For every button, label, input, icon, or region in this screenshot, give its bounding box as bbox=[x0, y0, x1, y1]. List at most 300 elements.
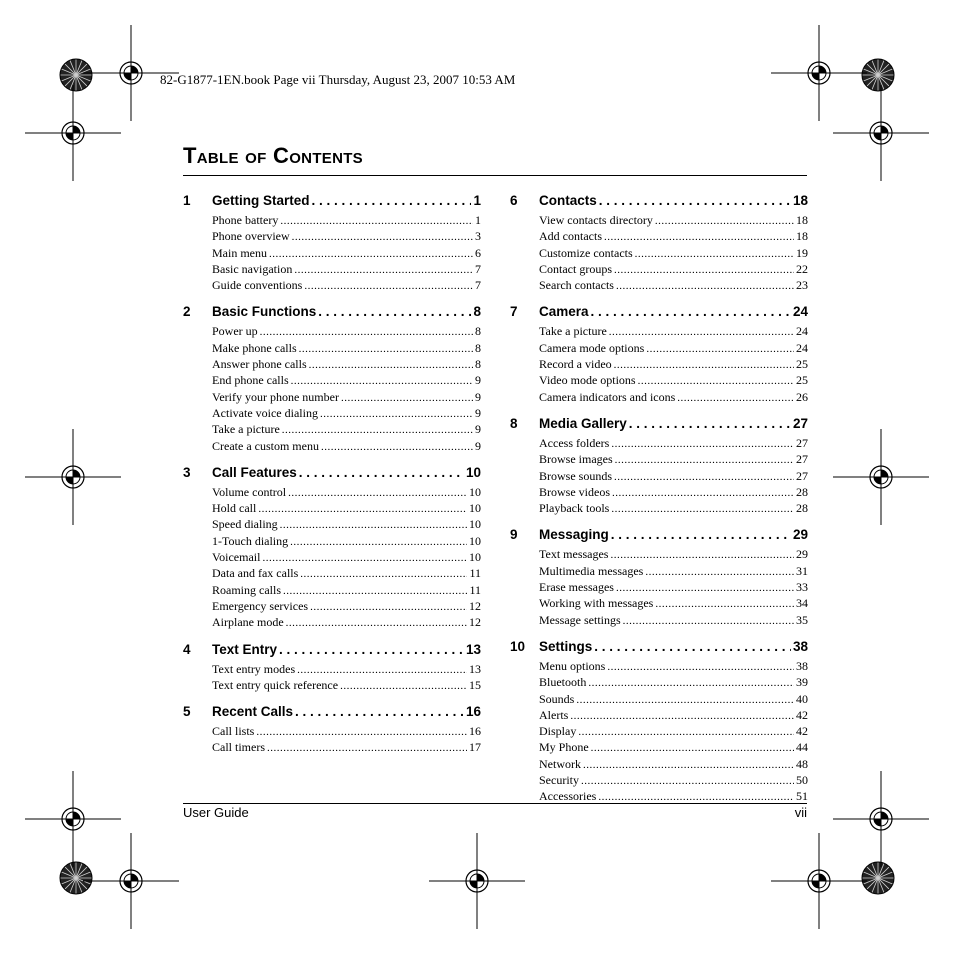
toc-entry[interactable] bbox=[539, 756, 808, 772]
dot-leader bbox=[581, 773, 794, 789]
chapter-page-number: 1 bbox=[473, 193, 481, 208]
toc-chapter-heading[interactable] bbox=[183, 701, 481, 723]
toc-entry[interactable] bbox=[212, 212, 481, 228]
chapter-number: 10 bbox=[510, 638, 526, 654]
entry-title: Verify your phone number bbox=[212, 389, 339, 404]
chapter-number: 7 bbox=[510, 304, 518, 320]
dot-leader bbox=[267, 740, 467, 756]
registration-mark-middle-left bbox=[25, 429, 121, 525]
dot-leader bbox=[269, 246, 473, 262]
page-title: Table of Contents bbox=[183, 143, 363, 168]
toc-chapter bbox=[510, 413, 808, 516]
toc-entry[interactable] bbox=[539, 772, 808, 788]
entry-title: Security bbox=[539, 773, 579, 788]
entry-page-number: 29 bbox=[796, 547, 808, 562]
entry-page-number: 15 bbox=[469, 677, 481, 692]
registration-mark-lower-left bbox=[25, 771, 121, 867]
entry-title: Hold call bbox=[212, 501, 257, 516]
entry-page-number: 31 bbox=[796, 563, 808, 578]
chapter-page-number: 10 bbox=[465, 464, 481, 480]
chapter-number: 3 bbox=[183, 464, 191, 480]
dot-leader bbox=[588, 675, 794, 691]
entry-page-number: 28 bbox=[796, 484, 808, 499]
registration-mark-bottom-center bbox=[429, 833, 525, 929]
color-wheel-top-left bbox=[60, 59, 92, 91]
entry-title: Working with messages bbox=[539, 596, 654, 611]
toc-entry[interactable] bbox=[539, 389, 808, 405]
entry-title: Browse videos bbox=[539, 484, 610, 499]
dot-leader bbox=[260, 324, 473, 340]
toc-chapter bbox=[183, 639, 481, 694]
dot-leader bbox=[297, 662, 467, 678]
entry-title: 1-Touch dialing bbox=[212, 533, 289, 548]
entry-title: Basic navigation bbox=[212, 261, 293, 276]
toc-chapter-heading[interactable] bbox=[183, 190, 481, 212]
print-header-meta: 82-G1877-1EN.book Page vii Thursday, August 23, 2007 10:53 AM bbox=[160, 72, 516, 87]
dot-leader bbox=[614, 469, 794, 485]
entry-page-number: 28 bbox=[796, 501, 808, 516]
toc-entry[interactable] bbox=[212, 739, 481, 755]
toc-entry[interactable] bbox=[212, 484, 481, 500]
entry-title: Emergency services bbox=[212, 598, 309, 613]
chapter-number: 2 bbox=[183, 304, 191, 320]
dot-leader bbox=[340, 678, 467, 694]
toc-chapter bbox=[183, 190, 481, 293]
chapter-number: 6 bbox=[510, 193, 518, 208]
entry-page-number: 42 bbox=[796, 724, 808, 739]
dot-leader bbox=[615, 452, 794, 468]
chapter-page-number: 18 bbox=[792, 193, 808, 208]
registration-mark-lower-right bbox=[833, 771, 929, 867]
toc-entry[interactable] bbox=[539, 691, 808, 707]
toc-entry[interactable] bbox=[212, 582, 481, 598]
toc-entry[interactable] bbox=[539, 340, 808, 356]
entry-page-number: 24 bbox=[796, 340, 808, 355]
entry-title: Network bbox=[539, 756, 581, 771]
entry-page-number: 50 bbox=[796, 773, 808, 788]
dot-leader bbox=[677, 390, 794, 406]
toc-entry[interactable] bbox=[539, 707, 808, 723]
entry-title: Voicemail bbox=[212, 550, 261, 565]
toc-chapter bbox=[510, 524, 808, 627]
toc-entry[interactable] bbox=[539, 612, 808, 628]
dot-leader bbox=[591, 740, 794, 756]
toc-entry[interactable] bbox=[212, 421, 481, 437]
dot-leader bbox=[320, 406, 473, 422]
toc-entry[interactable] bbox=[212, 372, 481, 388]
dot-leader bbox=[258, 501, 467, 517]
dot-leader bbox=[655, 213, 794, 229]
toc-entry[interactable] bbox=[212, 549, 481, 565]
chapter-page-number: 29 bbox=[792, 527, 808, 543]
entry-title: Video mode options bbox=[539, 373, 636, 388]
toc-entry-list bbox=[539, 658, 808, 805]
toc-entry[interactable] bbox=[212, 598, 481, 614]
entry-title: Roaming calls bbox=[212, 582, 281, 597]
dot-leader bbox=[280, 517, 467, 533]
footer-guide-label: User Guide bbox=[183, 805, 249, 820]
dot-leader bbox=[583, 757, 794, 773]
toc-entry[interactable] bbox=[212, 228, 481, 244]
toc-entry[interactable] bbox=[539, 372, 808, 388]
dot-leader bbox=[576, 692, 794, 708]
entry-title: End phone calls bbox=[212, 373, 289, 388]
toc-chapter bbox=[183, 701, 481, 756]
toc-entry[interactable] bbox=[539, 468, 808, 484]
entry-title: Sounds bbox=[539, 691, 575, 706]
toc-chapter-heading[interactable] bbox=[510, 190, 808, 212]
entry-page-number: 9 bbox=[475, 438, 481, 453]
entry-title: Access folders bbox=[539, 435, 610, 450]
entry-page-number: 51 bbox=[796, 789, 808, 804]
entry-title: Guide conventions bbox=[212, 278, 303, 293]
dot-leader bbox=[310, 599, 467, 615]
chapter-title: Contacts bbox=[539, 193, 597, 208]
chapter-page-number: 16 bbox=[465, 704, 481, 720]
dot-leader bbox=[309, 357, 473, 373]
registration-mark-bottom-right bbox=[771, 833, 867, 929]
entry-title: Message settings bbox=[539, 612, 621, 627]
dot-leader bbox=[604, 229, 794, 245]
toc-chapter-heading[interactable] bbox=[183, 639, 481, 661]
registration-mark-top-right bbox=[771, 25, 867, 121]
toc-chapter-heading[interactable] bbox=[510, 636, 808, 658]
entry-title: My Phone bbox=[539, 740, 589, 755]
chapter-number: 5 bbox=[183, 704, 191, 720]
entry-title: Speed dialing bbox=[212, 517, 278, 532]
dot-leader bbox=[611, 501, 794, 517]
entry-title: Erase messages bbox=[539, 580, 614, 595]
toc-entry[interactable] bbox=[539, 563, 808, 579]
entry-title: Power up bbox=[212, 324, 258, 339]
dot-leader bbox=[638, 373, 794, 389]
entry-title: Add contacts bbox=[539, 229, 602, 244]
entry-title: Text entry modes bbox=[212, 661, 296, 676]
entry-title: Phone overview bbox=[212, 229, 290, 244]
dot-leader bbox=[610, 547, 794, 563]
toc-entry[interactable] bbox=[539, 277, 808, 293]
entry-page-number: 27 bbox=[796, 435, 808, 450]
chapter-title: Camera bbox=[539, 304, 589, 320]
toc-entry-list bbox=[212, 323, 481, 453]
entry-page-number: 23 bbox=[796, 278, 808, 293]
dot-leader bbox=[629, 413, 791, 435]
toc-entry[interactable] bbox=[539, 674, 808, 690]
entry-title: Contact groups bbox=[539, 261, 612, 276]
dot-leader bbox=[262, 550, 467, 566]
toc-entry[interactable] bbox=[539, 579, 808, 595]
footer-rule bbox=[183, 803, 807, 804]
entry-title: Record a video bbox=[539, 357, 612, 372]
chapter-title: Basic Functions bbox=[212, 304, 317, 320]
toc-entry-list bbox=[539, 546, 808, 627]
dot-leader bbox=[614, 357, 794, 373]
toc-column-left bbox=[183, 190, 481, 764]
toc-entry[interactable] bbox=[539, 546, 808, 562]
entry-title: Answer phone calls bbox=[212, 357, 307, 372]
dot-leader bbox=[591, 301, 791, 323]
entry-page-number: 3 bbox=[475, 229, 481, 244]
chapter-page-number: 38 bbox=[792, 638, 808, 654]
entry-title: Airplane mode bbox=[212, 615, 284, 630]
toc-entry[interactable] bbox=[212, 277, 481, 293]
toc-chapter-heading[interactable] bbox=[183, 301, 481, 323]
toc-chapter bbox=[510, 301, 808, 404]
entry-title: Volume control bbox=[212, 484, 287, 499]
toc-entry[interactable] bbox=[212, 677, 481, 693]
entry-page-number: 44 bbox=[796, 740, 808, 755]
toc-entry[interactable] bbox=[212, 389, 481, 405]
entry-page-number: 8 bbox=[475, 324, 481, 339]
entry-page-number: 25 bbox=[796, 357, 808, 372]
toc-chapter-heading[interactable] bbox=[510, 524, 808, 546]
entry-title: Customize contacts bbox=[539, 245, 633, 260]
entry-page-number: 27 bbox=[796, 468, 808, 483]
toc-chapter-heading[interactable] bbox=[510, 301, 808, 323]
toc-chapter bbox=[183, 301, 481, 453]
dot-leader bbox=[609, 324, 794, 340]
chapter-page-number: 27 bbox=[792, 415, 808, 431]
entry-title: View contacts directory bbox=[539, 213, 653, 227]
registration-mark-bottom-left bbox=[83, 833, 179, 929]
entry-title: Main menu bbox=[212, 245, 267, 260]
entry-page-number: 10 bbox=[469, 517, 481, 532]
entry-page-number: 10 bbox=[469, 501, 481, 516]
toc-entry[interactable] bbox=[212, 323, 481, 339]
toc-chapter-heading[interactable] bbox=[510, 413, 808, 435]
entry-title: Browse images bbox=[539, 452, 613, 467]
entry-title: Camera mode options bbox=[539, 340, 645, 355]
toc-entry-list bbox=[539, 323, 808, 404]
entry-title: Call timers bbox=[212, 740, 265, 755]
toc-entry[interactable] bbox=[539, 212, 808, 228]
toc-entry[interactable] bbox=[539, 723, 808, 739]
toc-entry[interactable] bbox=[539, 323, 808, 339]
dot-leader bbox=[635, 246, 794, 262]
toc-entry[interactable] bbox=[539, 245, 808, 261]
dot-leader bbox=[578, 724, 794, 740]
dot-leader bbox=[280, 213, 473, 229]
registration-mark-upper-right bbox=[833, 85, 929, 181]
toc-entry[interactable] bbox=[212, 661, 481, 677]
toc-chapter bbox=[510, 636, 808, 805]
dot-leader bbox=[291, 373, 473, 389]
entry-page-number: 1 bbox=[475, 213, 481, 227]
chapter-title: Messaging bbox=[539, 527, 609, 543]
entry-page-number: 11 bbox=[469, 566, 481, 581]
toc-entry-list bbox=[539, 435, 808, 516]
toc-chapter-heading[interactable] bbox=[183, 462, 481, 484]
entry-title: Browse sounds bbox=[539, 468, 613, 483]
toc-entry[interactable] bbox=[539, 739, 808, 755]
dot-leader bbox=[616, 580, 794, 596]
entry-page-number: 8 bbox=[475, 340, 481, 355]
chapter-number: 4 bbox=[183, 641, 191, 657]
entry-page-number: 17 bbox=[469, 740, 481, 755]
entry-page-number: 9 bbox=[475, 389, 481, 404]
entry-page-number: 9 bbox=[475, 422, 481, 437]
toc-entry[interactable] bbox=[539, 658, 808, 674]
entry-page-number: 7 bbox=[475, 278, 481, 293]
entry-title: Camera indicators and icons bbox=[539, 389, 676, 404]
toc-entry[interactable] bbox=[212, 614, 481, 630]
toc-entry[interactable] bbox=[212, 261, 481, 277]
dot-leader bbox=[283, 583, 467, 599]
dot-leader bbox=[614, 262, 794, 278]
toc-entry[interactable] bbox=[212, 533, 481, 549]
toc-entry-list bbox=[212, 723, 481, 756]
chapter-title: Call Features bbox=[212, 464, 297, 480]
entry-page-number: 7 bbox=[475, 261, 481, 276]
entry-page-number: 13 bbox=[469, 661, 481, 676]
toc-entry[interactable] bbox=[539, 356, 808, 372]
footer-page-number: vii bbox=[794, 805, 807, 820]
entry-title: Text entry quick reference bbox=[212, 677, 339, 692]
dot-leader bbox=[290, 534, 467, 550]
entry-page-number: 34 bbox=[796, 596, 808, 611]
entry-title: Create a custom menu bbox=[212, 438, 319, 453]
dot-leader bbox=[256, 724, 467, 740]
entry-title: Data and fax calls bbox=[212, 566, 299, 581]
entry-page-number: 6 bbox=[475, 245, 481, 260]
entry-page-number: 25 bbox=[796, 373, 808, 388]
entry-page-number: 16 bbox=[469, 724, 481, 739]
toc-entry[interactable] bbox=[212, 340, 481, 356]
chapter-number: 9 bbox=[510, 527, 518, 543]
entry-page-number: 11 bbox=[469, 582, 481, 597]
entry-title: Search contacts bbox=[539, 278, 614, 293]
entry-title: Take a picture bbox=[212, 422, 280, 437]
chapter-title: Text Entry bbox=[212, 641, 278, 657]
dot-leader bbox=[594, 636, 791, 658]
entry-title: Text messages bbox=[539, 547, 609, 562]
entry-page-number: 12 bbox=[469, 615, 481, 630]
toc-entry[interactable] bbox=[212, 516, 481, 532]
toc-chapter bbox=[183, 462, 481, 631]
dot-leader bbox=[611, 524, 791, 546]
entry-page-number: 10 bbox=[469, 533, 481, 548]
entry-page-number: 22 bbox=[796, 261, 808, 276]
entry-title: Accessories bbox=[539, 789, 597, 804]
toc-entry[interactable] bbox=[539, 500, 808, 516]
dot-leader bbox=[645, 564, 794, 580]
toc-entry[interactable] bbox=[539, 261, 808, 277]
dot-leader bbox=[570, 708, 794, 724]
color-wheel-bottom-left bbox=[60, 862, 92, 894]
chapter-title: Getting Started bbox=[212, 193, 310, 208]
dot-leader bbox=[299, 341, 473, 357]
toc-entry-list bbox=[212, 212, 481, 293]
toc-entry[interactable] bbox=[212, 723, 481, 739]
dot-leader bbox=[288, 485, 467, 501]
toc-entry[interactable] bbox=[212, 356, 481, 372]
toc-column-right bbox=[510, 190, 808, 813]
registration-mark-upper-left bbox=[25, 85, 121, 181]
entry-title: Phone battery bbox=[212, 213, 279, 227]
entry-page-number: 10 bbox=[469, 484, 481, 499]
dot-leader bbox=[607, 659, 794, 675]
toc-entry[interactable] bbox=[212, 500, 481, 516]
entry-page-number: 33 bbox=[796, 580, 808, 595]
toc-entry[interactable] bbox=[212, 405, 481, 421]
entry-page-number: 38 bbox=[796, 658, 808, 673]
title-rule bbox=[183, 175, 807, 176]
toc-entry[interactable] bbox=[539, 228, 808, 244]
entry-page-number: 42 bbox=[796, 707, 808, 722]
dot-leader bbox=[612, 485, 794, 501]
entry-page-number: 40 bbox=[796, 691, 808, 706]
toc-entry-list bbox=[212, 484, 481, 631]
dot-leader bbox=[279, 639, 464, 661]
dot-leader bbox=[312, 190, 472, 212]
dot-leader bbox=[286, 615, 467, 631]
entry-title: Bluetooth bbox=[539, 675, 587, 690]
dot-leader bbox=[318, 301, 471, 323]
toc-entry[interactable] bbox=[212, 245, 481, 261]
entry-title: Call lists bbox=[212, 724, 255, 739]
entry-page-number: 27 bbox=[796, 452, 808, 467]
entry-page-number: 19 bbox=[796, 245, 808, 260]
dot-leader bbox=[599, 190, 791, 212]
chapter-number: 8 bbox=[510, 415, 518, 431]
toc-entry[interactable] bbox=[212, 565, 481, 581]
entry-page-number: 10 bbox=[469, 550, 481, 565]
dot-leader bbox=[623, 613, 794, 629]
entry-page-number: 18 bbox=[796, 229, 808, 244]
entry-title: Menu options bbox=[539, 658, 606, 673]
chapter-number: 1 bbox=[183, 193, 191, 208]
color-wheel-top-right bbox=[862, 59, 894, 91]
entry-page-number: 8 bbox=[475, 357, 481, 372]
toc-entry-list bbox=[212, 661, 481, 694]
color-wheel-bottom-right bbox=[862, 862, 894, 894]
dot-leader bbox=[299, 462, 464, 484]
entry-page-number: 48 bbox=[796, 756, 808, 771]
entry-page-number: 39 bbox=[796, 675, 808, 690]
toc-entry[interactable] bbox=[539, 435, 808, 451]
dot-leader bbox=[655, 596, 794, 612]
toc-chapter bbox=[510, 190, 808, 293]
chapter-page-number: 24 bbox=[792, 304, 808, 320]
toc-entry[interactable] bbox=[539, 451, 808, 467]
entry-page-number: 9 bbox=[475, 405, 481, 420]
entry-page-number: 24 bbox=[796, 324, 808, 339]
dot-leader bbox=[646, 341, 794, 357]
entry-page-number: 12 bbox=[469, 598, 481, 613]
entry-page-number: 35 bbox=[796, 612, 808, 627]
chapter-title: Media Gallery bbox=[539, 415, 627, 431]
chapter-page-number: 13 bbox=[465, 641, 481, 657]
entry-title: Multimedia messages bbox=[539, 563, 644, 578]
dot-leader bbox=[341, 390, 473, 406]
dot-leader bbox=[611, 436, 794, 452]
dot-leader bbox=[294, 262, 473, 278]
dot-leader bbox=[282, 422, 473, 438]
entry-title: Alerts bbox=[539, 707, 569, 722]
dot-leader bbox=[300, 566, 467, 582]
registration-mark-middle-right bbox=[833, 429, 929, 525]
toc-entry[interactable] bbox=[539, 595, 808, 611]
entry-title: Playback tools bbox=[539, 501, 610, 516]
entry-page-number: 26 bbox=[796, 389, 808, 404]
dot-leader bbox=[304, 278, 473, 294]
toc-entry[interactable] bbox=[539, 484, 808, 500]
chapter-title: Settings bbox=[539, 638, 593, 654]
toc-entry[interactable] bbox=[212, 438, 481, 454]
entry-page-number: 18 bbox=[796, 213, 808, 227]
entry-title: Make phone calls bbox=[212, 340, 297, 355]
entry-title: Take a picture bbox=[539, 324, 607, 339]
